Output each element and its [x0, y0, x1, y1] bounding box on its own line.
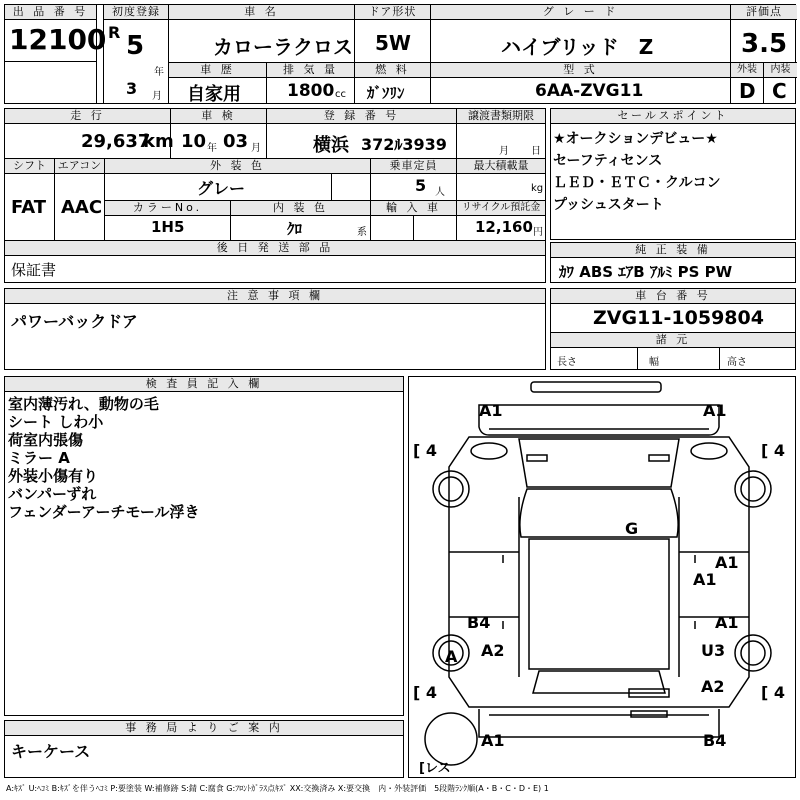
int-color: ｸﾛ [287, 220, 303, 238]
tire-value: 4 [425, 683, 438, 702]
inspection-month: 03 [223, 131, 249, 152]
name-label: 車 名 [169, 5, 354, 20]
sales-point: セーフティセンス [553, 153, 663, 169]
int-color-label: 内 装 色 [231, 201, 370, 216]
notes-label: 注 意 事 項 欄 [5, 289, 545, 304]
inspection-year-unit: 年 [207, 143, 217, 154]
inspector-line: ミラー A [8, 449, 70, 467]
import-cell [371, 201, 457, 241]
reg-label: 登 録 番 号 [267, 109, 456, 124]
interior-cell [764, 63, 797, 103]
mileage-unit: km [143, 131, 174, 152]
score: 3.5 [741, 29, 788, 59]
mileage: 29,637 [81, 131, 151, 152]
history-cell [169, 63, 267, 103]
spare-value: レス [424, 761, 451, 776]
transfer-cell [457, 109, 545, 159]
equipment-block [550, 242, 796, 283]
damage-mark: A1 [715, 613, 739, 632]
exterior-score: D [739, 79, 756, 103]
spare-tire [419, 757, 451, 776]
inspection-month-unit: 月 [251, 143, 261, 154]
year-unit: 年 [154, 67, 164, 78]
chassis-number: ZVG11-1059804 [593, 307, 764, 329]
tire-front-right [761, 441, 785, 460]
sales-point: ＬＥＤ・ＥＴＣ・クルコン [553, 175, 721, 191]
capacity-cell [371, 159, 457, 201]
details-block [4, 108, 546, 283]
model-label: 型 式 [431, 63, 730, 78]
lot-cell [5, 5, 107, 62]
recycle-unit: 円 [533, 227, 543, 238]
month-unit: 月 [152, 91, 162, 102]
height-label: 高さ [727, 357, 747, 368]
damage-mark: A1 [693, 570, 717, 589]
bracket-glyph: [ [413, 441, 421, 460]
first-reg-cell [103, 5, 169, 103]
grade: ハイブリッド Z [501, 35, 654, 59]
damage-mark: G [625, 519, 639, 538]
inspection-year: 10 [181, 131, 207, 152]
inspector-line: 室内薄汚れ、動物の毛 [8, 395, 159, 413]
color-no-label: カラーNo. [105, 201, 230, 216]
inspector-label: 検 査 員 記 入 欄 [5, 377, 403, 392]
equipment: ｶﾜ ABS ｴｱB ｱﾙﾐ PS PW [559, 263, 733, 281]
tire-value: 4 [773, 683, 786, 702]
interior-label: 内装 [764, 63, 797, 78]
inspector-line: バンパーずれ [8, 485, 97, 503]
ac-cell [55, 159, 105, 241]
later-label: 後 日 発 送 部 品 [5, 241, 545, 256]
model: 6AA-ZVG11 [535, 81, 644, 101]
capacity-label: 乗車定員 [371, 159, 456, 174]
damage-mark: A2 [701, 677, 725, 696]
door-label: ドア形状 [355, 5, 430, 20]
history-label: 車 歴 [169, 63, 266, 78]
legend: A:ｷｽﾞ U:ﾍｺﾐ B:ｷｽﾞを伴うﾍｺﾐ P:要塗装 W:補修跡 S:錆 C:腐食 G:ﾌﾛﾝﾄｶﾞﾗｽ点ｷｽﾞ XX:交換済み X:要交換 内・外装評価 5段階ﾗﾝｸ順(A・B・C・D・E) 1 [6, 784, 549, 793]
ac-label: エアコン [55, 159, 104, 174]
sales-point: プッシュスタート [553, 197, 664, 213]
displacement-cell [267, 63, 355, 103]
tire-rear-left [413, 683, 437, 702]
inspector-line: シート しわ小 [8, 413, 104, 431]
damage-mark: A [445, 647, 458, 666]
bracket-glyph: [ [761, 441, 769, 460]
inspector-line: 荷室内張傷 [8, 431, 84, 449]
door-cell [355, 5, 431, 63]
color-cell [105, 159, 371, 201]
office-label: 事 務 局 よ り ご 案 内 [5, 721, 403, 736]
grade-label: グ レ ー ド [431, 5, 730, 20]
recycle: 12,160 [475, 218, 533, 236]
shift-cell [5, 159, 55, 241]
first-reg-month: 3 [126, 79, 138, 98]
spec-label: 諸 元 [551, 332, 795, 348]
score-cell [731, 5, 797, 63]
era: R [108, 23, 121, 42]
bracket-glyph: [ [761, 683, 769, 702]
shift: FAT [11, 197, 47, 218]
car-diagram [408, 376, 796, 778]
mileage-cell [5, 109, 174, 159]
color: グレー [197, 179, 246, 198]
first-reg-label: 初度登録 [104, 5, 168, 20]
damage-mark: A1 [715, 553, 739, 572]
lot-number: 12100 [9, 23, 107, 56]
tire-rear-right [761, 683, 785, 702]
bracket-glyph: [ [419, 761, 425, 776]
tire-front-left [413, 441, 437, 460]
transfer-day: 日 [531, 146, 541, 157]
ac: AAC [61, 197, 103, 218]
reg-area: 横浜 [313, 135, 349, 156]
damage-mark: B4 [703, 731, 727, 750]
grade-cell [431, 5, 731, 63]
office-note: キーケース [11, 742, 91, 761]
import-label: 輸 入 車 [371, 201, 456, 216]
transfer-label: 譲渡書類期限 [457, 109, 545, 124]
capacity: 5 [415, 176, 427, 195]
bracket-glyph: [ [413, 683, 421, 702]
int-color-unit: 系 [357, 227, 367, 238]
capacity-unit: 人 [435, 187, 445, 198]
reg-cell [267, 109, 457, 159]
notes: パワーバックドア [11, 312, 138, 331]
exterior-label: 外装 [731, 63, 763, 78]
displacement: 1800 [287, 81, 335, 101]
load-unit: kg [531, 183, 544, 194]
tire-value: 4 [425, 441, 438, 460]
damage-mark: A2 [481, 641, 505, 660]
sales-points [551, 124, 795, 220]
int-color-cell [231, 201, 371, 241]
door-type: 5W [375, 31, 411, 55]
inspector-block [4, 376, 404, 716]
inspector-line: フェンダーアーチモール浮き [8, 503, 200, 521]
load-cell [457, 159, 545, 201]
header-block [4, 4, 796, 104]
car-outline [409, 377, 795, 777]
tire-value: 4 [773, 441, 786, 460]
fuel-label: 燃 料 [355, 63, 430, 78]
lot-label: 出 品 番 号 [5, 5, 96, 20]
fuel-cell [355, 63, 431, 103]
damage-mark: A1 [481, 731, 505, 750]
interior-score: C [772, 79, 787, 103]
sales-label: セールスポイント [551, 109, 795, 124]
name-cell [169, 5, 355, 63]
load-label: 最大積載量 [457, 159, 545, 174]
displacement-unit: cc [335, 89, 346, 100]
color-no-cell [105, 201, 231, 241]
inspector-line: 外装小傷有り [8, 467, 99, 485]
displacement-label: 排 気 量 [267, 63, 354, 78]
recycle-cell [457, 201, 545, 241]
history: 自家用 [187, 84, 241, 105]
damage-mark: A1 [479, 401, 503, 420]
model-cell [431, 63, 731, 103]
inspector-notes [5, 392, 403, 524]
chassis-label: 車 台 番 号 [551, 289, 795, 304]
later-cell [5, 241, 545, 282]
color-label: 外 装 色 [105, 159, 370, 174]
first-reg-year: 5 [126, 31, 145, 61]
damage-mark: B4 [467, 613, 491, 632]
sales-point: ★オークションデビュー★ [553, 131, 718, 147]
equipment-label: 純 正 装 備 [551, 243, 795, 258]
recycle-label: リサイクル預託金 [457, 201, 545, 216]
damage-mark: A1 [703, 401, 727, 420]
score-label: 評価点 [731, 5, 797, 20]
fuel: ｶﾞｿﾘﾝ [367, 84, 405, 102]
length-label: 長さ [557, 357, 577, 368]
color-no: 1H5 [151, 218, 185, 236]
transfer-month: 月 [499, 146, 509, 157]
chassis-block [550, 288, 796, 370]
inspection-label: 車 検 [171, 109, 266, 124]
office-block [4, 720, 404, 778]
width-label: 幅 [649, 357, 659, 368]
notes-block [4, 288, 546, 370]
mileage-label: 走 行 [5, 109, 170, 124]
sales-block [550, 108, 796, 240]
car-name: カローラクロス [213, 35, 353, 59]
exterior-cell [731, 63, 764, 103]
later-parts: 保証書 [11, 261, 57, 279]
reg-number: 372ﾙ3939 [361, 135, 447, 154]
inspection-cell [171, 109, 267, 159]
shift-label: シフト [5, 159, 54, 174]
damage-mark: U3 [701, 641, 726, 660]
